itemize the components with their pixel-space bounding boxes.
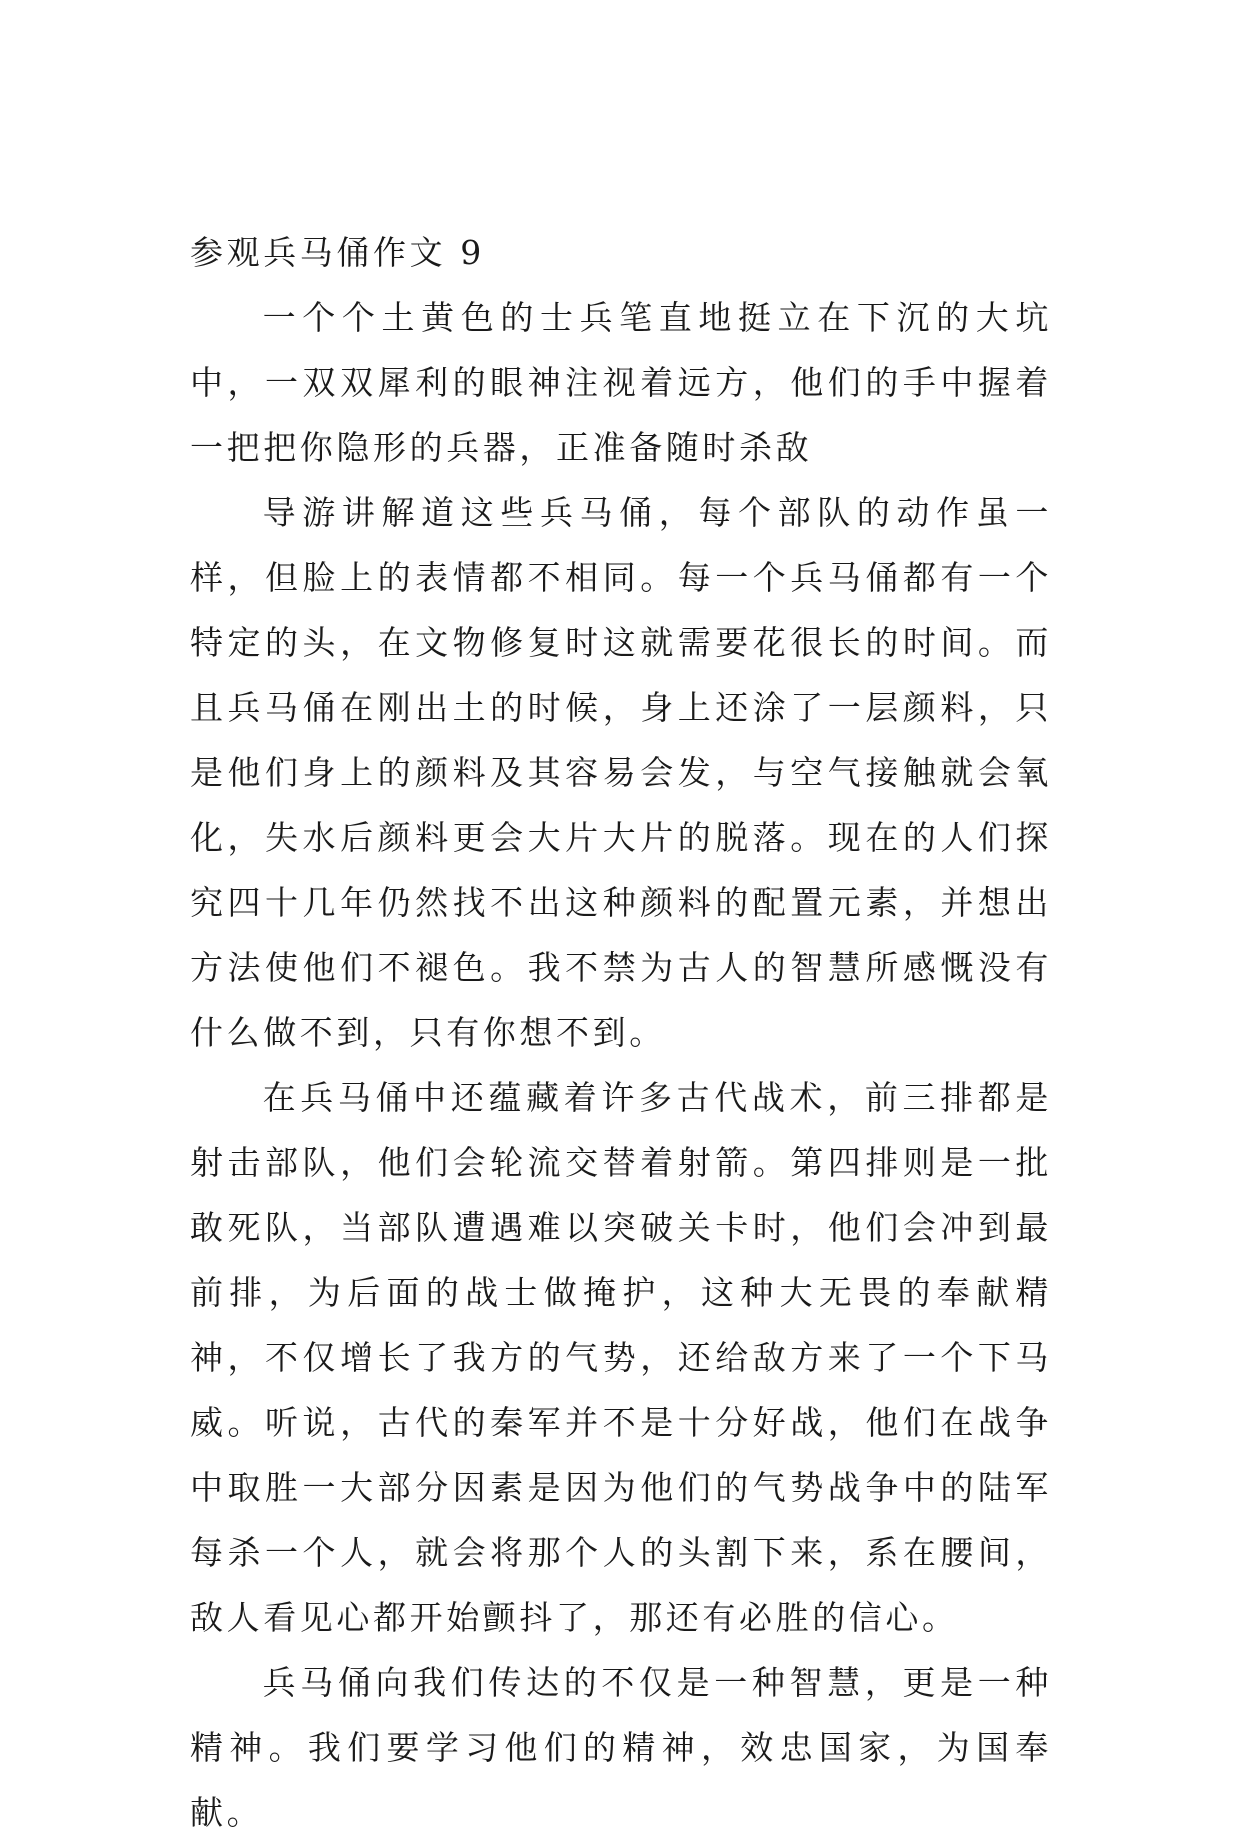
paragraph: 导游讲解道这些兵马俑，每个部队的动作虽一样，但脸上的表情都不相同。每一个兵马俑都有一个特定的头，在文物修复时这就需要花很长的时间。而且兵马俑在刚出土的时候，身上还涂了一层颜料，只是他们身上的颜料及其容易会发，与空气接触就会氧化，失水后颜料更会大片大片的脱落。现在的人们探究四十几年仍然找不出这种颜料的配置元素，并想出方法使他们不褪色。我不禁为古人的智慧所感慨没有什么做不到，只有你想不到。	[190, 493, 1052, 1052]
document-body	[190, 220, 1052, 1845]
document-title: 参观兵马俑作文 9	[190, 233, 485, 272]
paragraph: 兵马俑向我们传达的不仅是一种智慧，更是一种精神。我们要学习他们的精神，效忠国家，为国奉献。	[190, 1663, 1052, 1832]
paragraph: 在兵马俑中还蕴藏着许多古代战术，前三排都是射击部队，他们会轮流交替着射箭。第四排则是一批敢死队，当部队遭遇难以突破关卡时，他们会冲到最前排，为后面的战士做掩护，这种大无畏的奉献精神，不仅增长了我方的气势，还给敌方来了一个下马威。听说，古代的秦军并不是十分好战，他们在战争中取胜一大部分因素是因为他们的气势战争中的陆军每杀一个人，就会将那个人的头割下来，系在腰间，敌人看见心都开始颤抖了，那还有必胜的信心。	[190, 1078, 1052, 1637]
paragraph: 一个个土黄色的士兵笔直地挺立在下沉的大坑中，一双双犀利的眼神注视着远方，他们的手中握着一把把你隐形的兵器，正准备随时杀敌	[190, 298, 1052, 467]
